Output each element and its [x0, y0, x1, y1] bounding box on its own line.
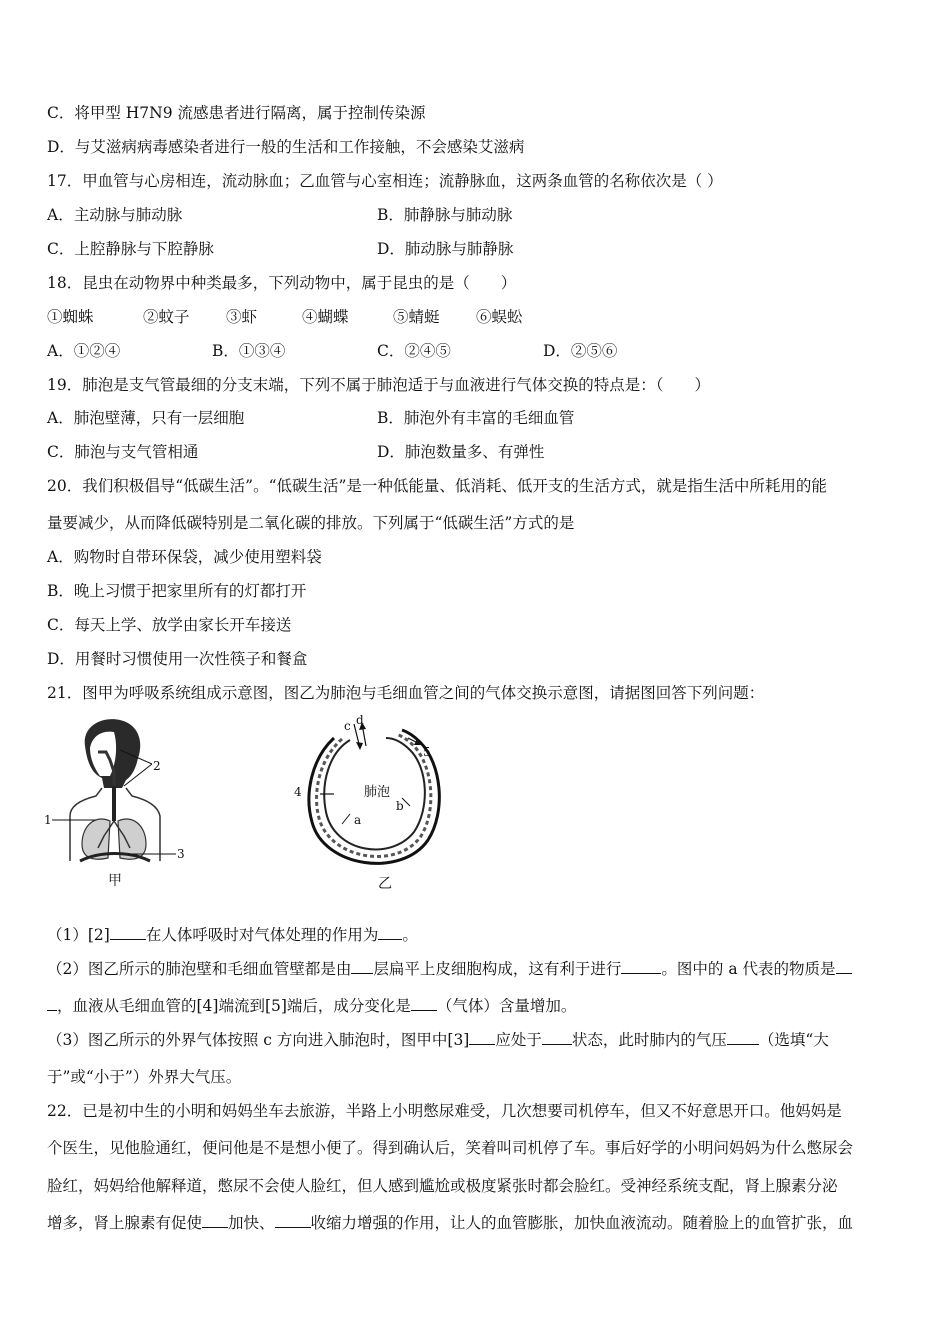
q20-option-b: B．晚上习惯于把家里所有的灯都打开 — [47, 582, 307, 600]
q21-part3-line2: 于”或“小于”）外界大气压。 — [47, 1068, 242, 1086]
q18-item-1: ①蜘蛛 — [47, 308, 94, 326]
q22-line3: 脸红，妈妈给他解释道，憋尿不会使人脸红，但人感到尴尬或极度紧张时都会脸红。受神经系统支配，肾上腺素分泌 — [47, 1177, 838, 1195]
q17-option-c: C．上腔静脉与下腔静脉 — [47, 240, 214, 258]
fig-yi-label-c: c — [344, 719, 351, 733]
q18-item-3: ③虾 — [226, 308, 258, 326]
q19-option-c: C．肺泡与支气管相通 — [47, 443, 199, 461]
fig-jia-caption: 甲 — [108, 873, 122, 889]
q17-option-d: D．肺动脉与肺静脉 — [377, 240, 514, 258]
blank[interactable] — [378, 925, 402, 940]
q16-option-c: C．将甲型 H7N9 流感患者进行隔离，属于控制传染源 — [47, 104, 426, 122]
q20-stem-line2: 量要减少，从而降低碳特别是二氧化碳的排放。下列属于“低碳生活”方式的是 — [47, 514, 575, 532]
q20-stem-line1: 20．我们积极倡导“低碳生活”。“低碳生活”是一种低能量、低消耗、低开支的生活方式，就是指生活中所耗用的能 — [47, 477, 827, 495]
q18-option-c: C．②④⑤ — [377, 342, 451, 360]
fig-yi-label-a: a — [354, 813, 362, 827]
q18-option-a: A．①②④ — [47, 342, 121, 360]
q18-item-4: ④蝴蝶 — [302, 308, 349, 326]
blank[interactable] — [836, 959, 852, 974]
alveolus-exchange-figure — [290, 712, 450, 892]
fig-yi-label-d: d — [356, 713, 364, 727]
q18-option-b: B．①③④ — [212, 342, 286, 360]
q19-option-a: A．肺泡壁薄，只有一层细胞 — [47, 409, 245, 427]
q20-option-c: C．每天上学、放学由家长开车接送 — [47, 616, 292, 634]
q19-option-b: B．肺泡外有丰富的毛细血管 — [377, 409, 575, 427]
q21-stem: 21．图甲为呼吸系统组成示意图，图乙为肺泡与毛细血管之间的气体交换示意图，请据图回答下列问题： — [47, 684, 765, 702]
blank[interactable] — [202, 1213, 228, 1228]
q18-item-5: ⑤蜻蜓 — [393, 308, 440, 326]
q21-part1: （1）[2] 在人体呼吸时对气体处理的作用为 。 — [47, 926, 418, 944]
q17-option-a: A．主动脉与肺动脉 — [47, 206, 183, 224]
fig-jia-label-3: 3 — [177, 847, 185, 861]
q19-stem: 19．肺泡是支气管最细的分支末端，下列不属于肺泡适于与血液进行气体交换的特点是：（ ） — [47, 376, 710, 394]
q21-part2-line1: （2）图乙所示的肺泡壁和毛细血管壁都是由 层扁平上皮细胞构成，这有利于进行 。图中的 a 代表的物质是 — [47, 959, 852, 979]
q18-option-d: D．②⑤⑥ — [543, 342, 618, 360]
q18-item-2: ②蚊子 — [143, 308, 190, 326]
blank[interactable] — [727, 1030, 759, 1045]
blank[interactable] — [47, 996, 57, 1011]
q18-item-6: ⑥蜈蚣 — [476, 308, 523, 326]
q22-line2: 个医生，见他脸通红，便问他是不是想小便了。得到确认后，笑着叫司机停了车。事后好学的小明问妈妈为什么憋尿会 — [47, 1139, 854, 1157]
blank[interactable] — [411, 996, 437, 1011]
q17-stem: 17．甲血管与心房相连，流动脉血；乙血管与心室相连；流静脉血，这两条血管的名称依次是（ ） — [47, 172, 723, 190]
q19-option-d: D．肺泡数量多、有弹性 — [377, 443, 545, 461]
fig-yi-caption: 乙 — [378, 876, 392, 892]
blank[interactable] — [621, 959, 661, 974]
fig-jia-label-2: 2 — [153, 759, 161, 773]
q17-option-b: B．肺静脉与肺动脉 — [377, 206, 513, 224]
fig-yi-label-b: b — [396, 799, 404, 813]
q22-line4: 增多，肾上腺素有促使 加快、 收缩力增强的作用，让人的血管膨胀，加快血液流动。随着脸上的血管扩张，血 — [47, 1214, 854, 1232]
fig-yi-label-4: 4 — [294, 785, 302, 799]
q16-option-d: D．与艾滋病病毒感染者进行一般的生活和工作接触，不会感染艾滋病 — [47, 138, 525, 156]
fig-yi-label-5: 5 — [423, 745, 431, 759]
q20-option-a: A．购物时自带环保袋，减少使用塑料袋 — [47, 548, 322, 566]
q20-option-d: D．用餐时习惯使用一次性筷子和餐盒 — [47, 650, 308, 668]
fig-jia-label-1: 1 — [44, 813, 52, 827]
blank[interactable] — [542, 1030, 572, 1045]
q21-part3-line1: （3）图乙所示的外界气体按照 c 方向进入肺泡时，图甲中[3] 应处于 状态，此时肺内的气压 （选填“大 — [47, 1031, 829, 1049]
respiratory-system-figure — [40, 716, 200, 891]
q21-part2-line2: ，血液从毛细血管的[4]端流到[5]端后，成分变化是 （气体）含量增加。 — [47, 996, 576, 1016]
blank[interactable] — [110, 925, 146, 940]
q18-stem: 18．昆虫在动物界中种类最多，下列动物中，属于昆虫的是（ ） — [47, 274, 517, 292]
fig-yi-label-alveolus: 肺泡 — [364, 785, 391, 800]
blank[interactable] — [351, 959, 373, 974]
blank[interactable] — [469, 1030, 495, 1045]
blank[interactable] — [275, 1213, 311, 1228]
q22-line1: 22．已是初中生的小明和妈妈坐车去旅游，半路上小明憋尿难受，几次想要司机停车，但又不好意思开口。他妈妈是 — [47, 1102, 842, 1120]
